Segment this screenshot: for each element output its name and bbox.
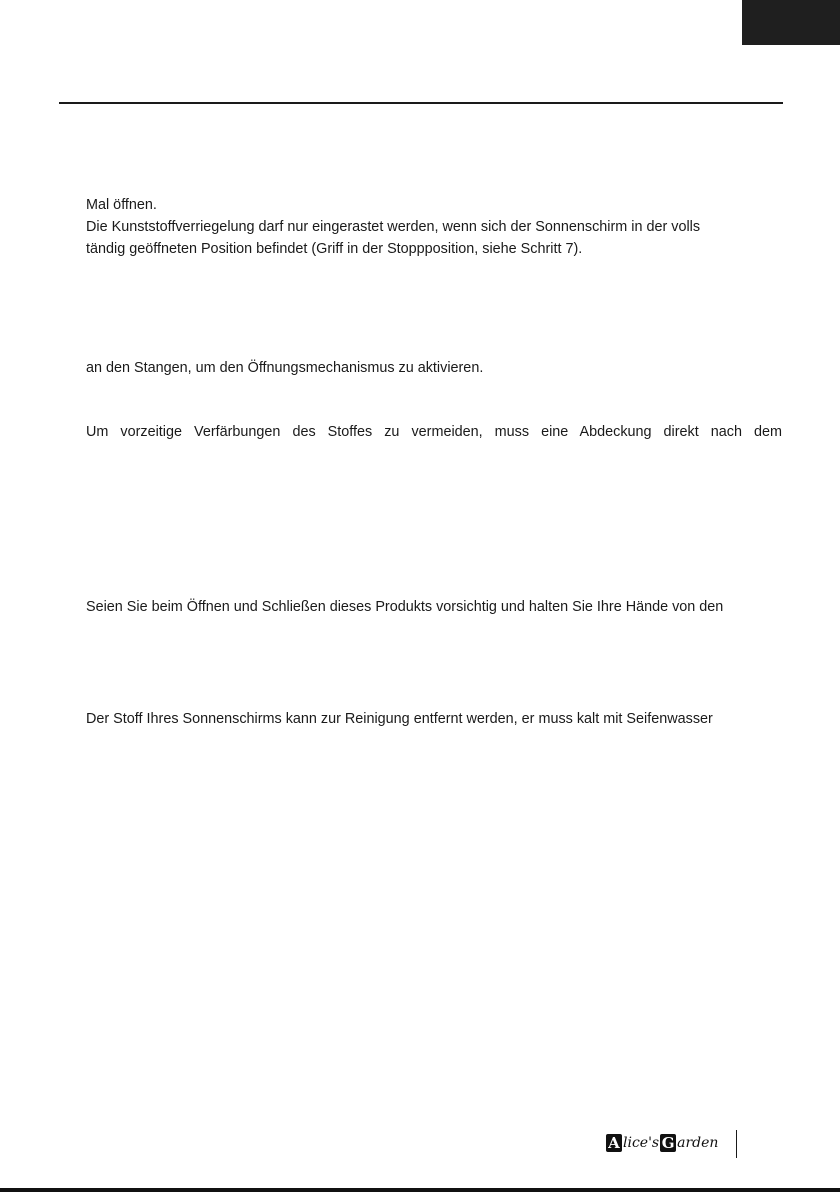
corner-tab	[742, 0, 840, 45]
paragraph-line: an den Stangen, um den Öffnungsmechanismus zu aktivieren.	[86, 360, 484, 376]
paragraph-line: Mal öffnen.	[86, 197, 157, 213]
logo-text-garden: arden	[677, 1135, 719, 1151]
logo-letter-a: A	[606, 1134, 622, 1152]
paragraph-line: Die Kunststoffverriegelung darf nur eingerastet werden, wenn sich der Sonnenschirm in der volls	[86, 219, 701, 235]
header-rule	[59, 102, 783, 104]
footer-divider	[736, 1130, 737, 1158]
footer-rule	[0, 1188, 840, 1192]
brand-logo	[606, 1130, 719, 1156]
logo-letter-g: G	[661, 1134, 675, 1152]
paragraph-line: tändig geöffneten Position befindet (Griff in der Stoppposition, siehe Schritt 7).	[86, 241, 583, 257]
paragraph-line: Um vorzeitige Verfärbungen des Stoffes zu vermeiden, muss eine Abdeckung direkt nach dem	[86, 424, 782, 440]
paragraph-line: Der Stoff Ihres Sonnenschirms kann zur Reinigung entfernt werden, er muss kalt mit Seifenwasser	[86, 711, 713, 727]
paragraph-line: Seien Sie beim Öffnen und Schließen dieses Produkts vorsichtig und halten Sie Ihre Hände von den	[86, 599, 724, 615]
logo-text-alice: lice's	[623, 1135, 660, 1151]
